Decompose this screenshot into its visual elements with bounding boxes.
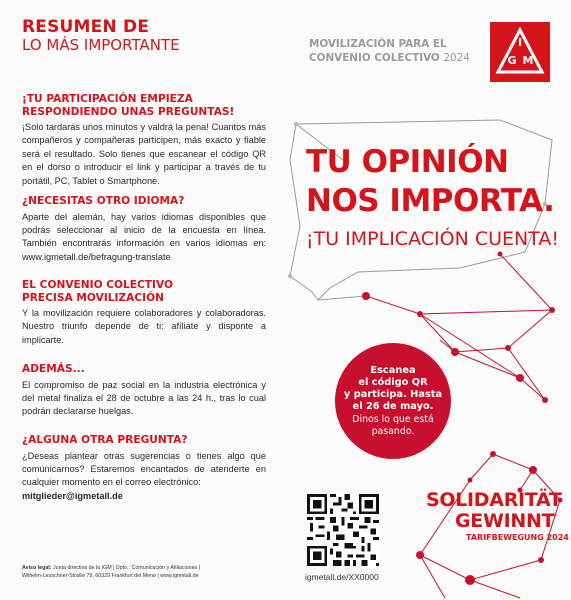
- legal-line-1: Junta directiva de la IGM | Dpto.: Comunicación y Afiliaciones |: [51, 565, 201, 571]
- solidarity-line-2: GEWINNT: [455, 510, 555, 532]
- section-body: [22, 450, 266, 490]
- section-participation: [22, 93, 266, 188]
- section-language: [22, 195, 266, 264]
- section-body: Aparte del alemán, hay varios idiomas disponibles que podrás seleccionar al inicio de la encuesta en línea. También encontrarás información en varios idiomas en: www.igmetall.de/befragung-translate: [22, 211, 266, 262]
- section-body: ¡Solo tardarás unos minutos y valdrá la pena! Cuantos más compañeros y compañeras participen, más exacto y fiable será el resultado. Solo tienes que escanear el código QR en el dorso o introducir el link y participar a través de tu portátil, PC, Tablet o Smartphone.: [22, 122, 266, 186]
- campaign-line-1: MOVILIZACIÓN PARA EL: [309, 38, 447, 50]
- legal-label: Aviso legal:: [22, 565, 52, 571]
- call-to-action-bubble: [335, 343, 451, 459]
- section-body: El compromiso de paz social en la industria electrónica y del metal finaliza el 28 de octubre a las 24 h., tras lo cual podrán declararse huelgas.: [22, 379, 266, 417]
- email-link[interactable]: mitglieder@igmetall.de: [22, 490, 123, 501]
- qr-code[interactable]: [307, 494, 379, 566]
- hero-line-3: ¡TU IMPLICACIÓN CUENTA!: [306, 228, 559, 250]
- logo-letter-m: M: [522, 54, 534, 67]
- summary-header: [22, 18, 272, 54]
- section-heading: PRECISA MOVILIZACIÓN: [22, 291, 164, 304]
- bubble-line: Escanea: [370, 365, 416, 376]
- section-body-text: ¿Deseas plantear otras sugerencias o tienes algo que comunicarnos? Estaremos encantados de atenderte en cualquier momento en el correo electrónico:: [22, 450, 266, 488]
- hero-line-1: TU OPINIÓN: [306, 144, 509, 180]
- section-heading: EL CONVENIO COLECTIVO: [22, 279, 173, 291]
- igm-logo-mark: [490, 22, 550, 82]
- logo-letter-i: I: [517, 36, 523, 49]
- section-additionally: [22, 363, 266, 419]
- section-body: Y la movilización requiere colaboradores y colaboradoras. Nuestro triunfo depende de ti: afíliate y disponte a implicarte.: [22, 308, 266, 345]
- hero-line-2: NOS IMPORTA.: [306, 183, 555, 219]
- summary-subtitle: LO MÁS IMPORTANTE: [22, 36, 180, 54]
- legal-notice: [22, 565, 272, 580]
- campaign-label: [309, 38, 489, 65]
- section-heading: RESPONDIENDO UNAS PREGUNTAS!: [22, 105, 235, 118]
- bubble-line: y participa. Hasta: [343, 389, 443, 400]
- bubble-line: Dinos lo que está: [352, 414, 434, 425]
- section-questions: [22, 434, 266, 503]
- bubble-line: pasando.: [371, 425, 415, 437]
- qr-url-label[interactable]: igmetall.de/XX0000: [305, 572, 379, 582]
- bubble-line: el 26 de mayo.: [352, 401, 434, 412]
- campaign-year: 2024: [443, 51, 470, 64]
- logo-letter-g: G: [507, 54, 517, 67]
- igm-logo: [490, 22, 550, 82]
- legal-line-2: Wilhelm-Leuschner-Straße 79, 60329 Frankfurt del Meno | www.igmetall.de: [22, 572, 199, 579]
- section-heading: ¿NECESITAS OTRO IDIOMA?: [22, 195, 185, 207]
- section-collective-agreement: [22, 279, 266, 347]
- campaign-line-2: CONVENIO COLECTIVO: [309, 51, 440, 64]
- section-heading: ¡TU PARTICIPACIÓN EMPIEZA: [22, 93, 193, 105]
- section-heading: ADEMÁS...: [22, 363, 85, 375]
- summary-title: RESUMEN DE: [22, 17, 150, 37]
- bubble-line: el código QR: [358, 377, 428, 388]
- solidarity-line-1: SOLIDARITÄT: [426, 489, 562, 511]
- solidarity-line-3: TARIFBEWEGUNG 2024: [466, 533, 569, 542]
- section-heading: ¿ALGUNA OTRA PREGUNTA?: [22, 434, 188, 446]
